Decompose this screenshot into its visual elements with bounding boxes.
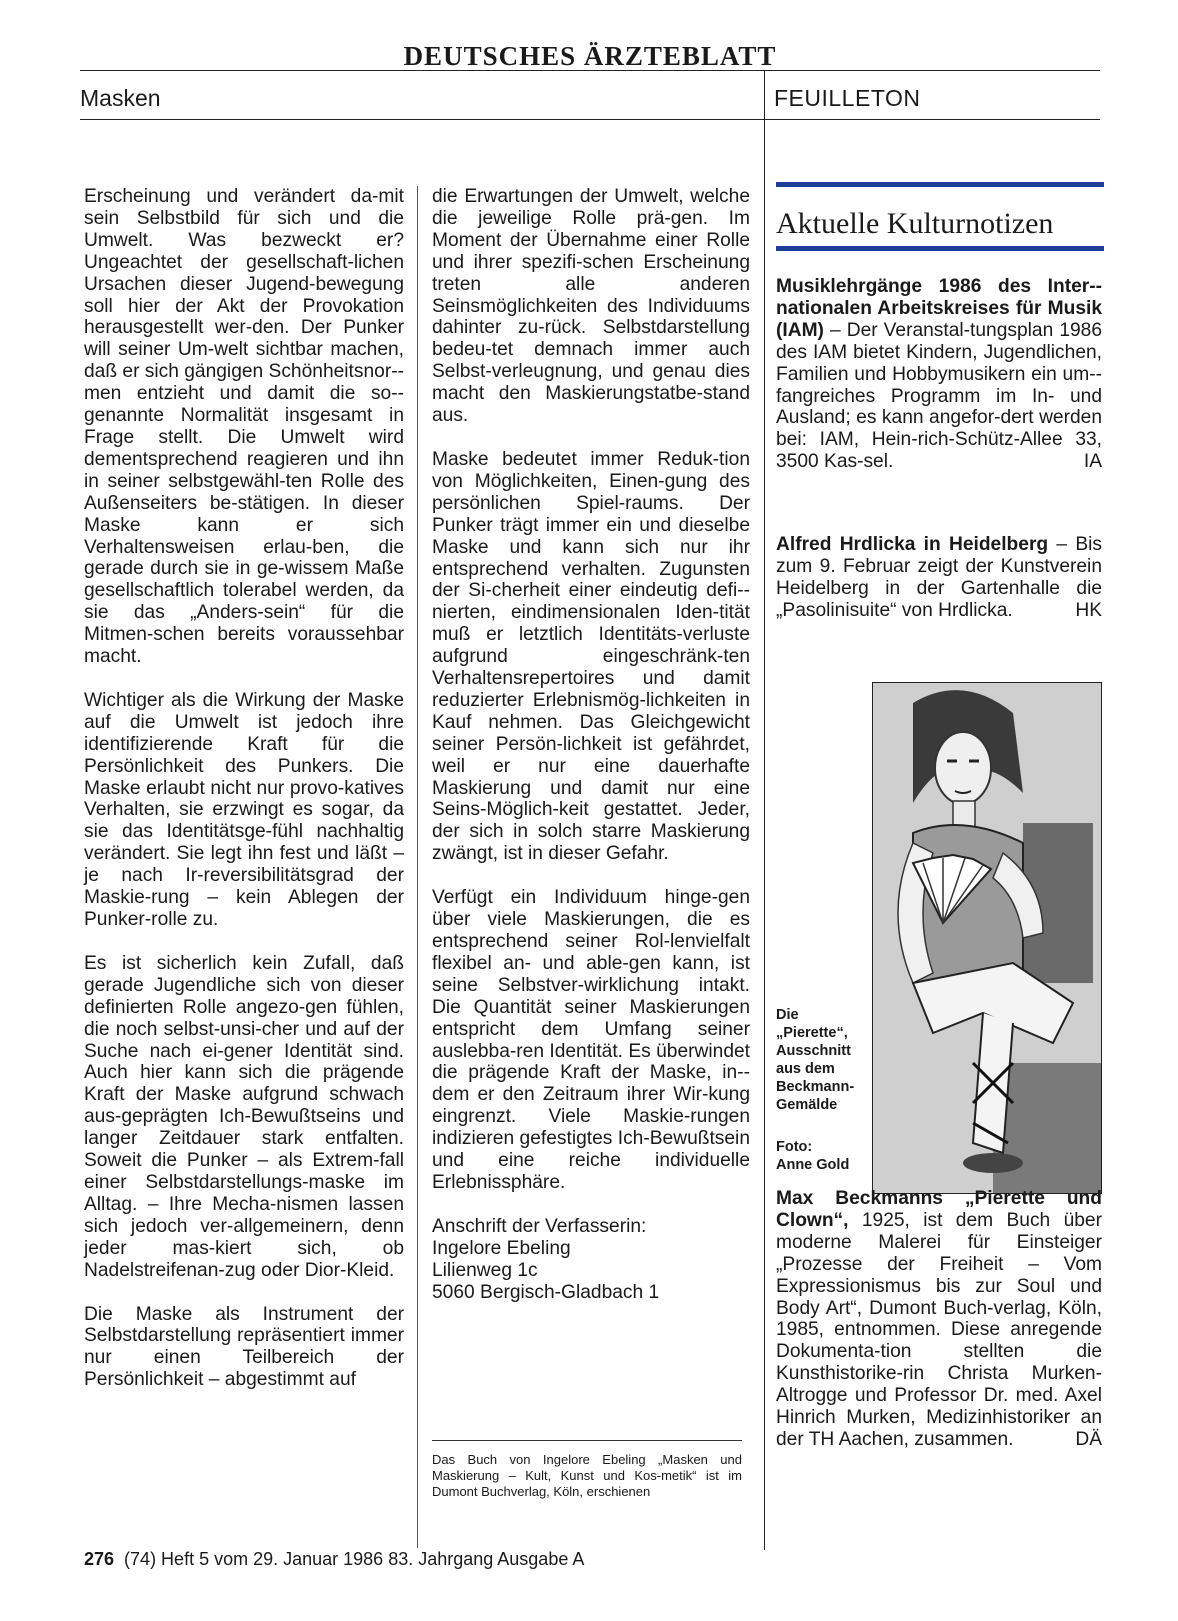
notice-hrdlicka	[776, 534, 1102, 622]
article-column-1	[84, 186, 404, 1413]
caption-line: Gemälde	[776, 1097, 838, 1113]
address-line: Anschrift der Verfasserin:	[432, 1215, 647, 1237]
notice-body: 1925, ist dem Buch über moderne Malerei für Einsteiger „Prozesse der Freiheit – Vom Expressionismus bis zur Soul und Body Art“, Dumont Buch-verlag, Köln, 1985, entnommen. Diese anregende Dokumenta-tion stellten die Kunsthistorike-rin Christa Murken-Altrogge und Professor Dr. med. Axel Hinrich Murken, Medizinhistoriker an der TH Aachen, zusammen.	[776, 1209, 1102, 1450]
paragraph: Verfügt ein Individuum hinge-gen über viele Maskierungen, die es entsprechend seiner Rol-lenvielfalt flexibel an- und able-gen kann, ist seine Selbstver-wirklichung intakt. Die Quantität seiner Maskierungen entspricht dem Umfang seiner auslebba-ren Identität. Es überwindet die prägende Kraft der Maske, in-dem er den Zeitraum ihrer Wir-kung eingrenzt. Viele Maskie-rungen indizieren gefestigtes Ich-Bewußtsein und eine reiche individuelle Erlebnissphäre.	[432, 887, 750, 1193]
picture-caption	[776, 1006, 866, 1114]
section-label-left: Masken	[80, 85, 161, 111]
notice-heading: Musiklehrgänge 1986 des Inter-nationalen Arbeitskreises für Musik (IAM)	[776, 276, 1102, 341]
caption-line: Die	[776, 1007, 799, 1023]
masthead: DEUTSCHES ÄRZTEBLATT	[403, 41, 777, 71]
column-divider	[417, 186, 418, 1548]
sidebar-divider	[764, 170, 765, 1550]
address-line: Ingelore Ebeling	[432, 1237, 571, 1259]
accent-bar-top	[776, 182, 1104, 187]
photo-credit	[776, 1138, 866, 1174]
author-address	[432, 1216, 750, 1304]
notice-heading: Alfred Hrdlicka in Heidelberg	[776, 534, 1049, 555]
notice-signature: HK	[1075, 599, 1102, 621]
header-rule-top	[80, 70, 1100, 71]
notice-body: – Bis zum 9. Februar zeigt der Kunstverein Heidelberg in der Gartenhalle die „Pasolinisuite“ von Hrdlicka.	[776, 534, 1102, 621]
accent-bar-bottom	[776, 246, 1104, 251]
page-footer	[84, 1548, 584, 1570]
credit-line: Anne Gold	[776, 1157, 850, 1173]
paragraph: die Erwartungen der Umwelt, welche die jeweilige Rolle prä-gen. Im Moment der Übernahme einer Rolle und ihrer spezifi-schen Erscheinung treten alle anderen Seinsmöglichkeiten des Individuums dahinter zu-rück. Selbstdarstellung bedeu-tet demnach immer auch Selbst-verleugnung, und genau dies macht den Maskierungstatbe-stand aus.	[432, 186, 750, 427]
notice-iam	[776, 276, 1102, 473]
notice-signature: DÄ	[1075, 1428, 1102, 1450]
painting-icon	[873, 683, 1101, 1193]
notice-signature: IA	[1083, 451, 1102, 473]
book-note: Das Buch von Ingelore Ebeling „Masken und Maskierung – Kult, Kunst und Kos-metik“ ist im Dumont Buchverlag, Köln, erschienen	[432, 1452, 742, 1499]
sidebar-title: Aktuelle Kulturnotizen	[776, 207, 1054, 240]
article-column-2	[432, 186, 750, 1304]
notice-heading: Max Beckmanns „Pierette und Clown“,	[776, 1188, 1102, 1231]
caption-line: Ausschnitt	[776, 1043, 851, 1059]
paragraph: Maske bedeutet immer Reduk-tion von Möglichkeiten, Einen-gung des persönlichen Spiel-raums. Der Punker trägt immer ein und dieselbe Maske und kann sich nur ihr entsprechend verhalten. Zugunsten der Si-cherheit einer eindeutig defi-nierten, eindimensionalen Iden-tität muß er letztlich Identitäts-verluste aufgrund eingeschränk-ten Verhaltensrepertoires und damit reduzierter Erlebnismög-lichkeiten in Kauf nehmen. Das Gleichgewicht seiner Persön-lichkeit ist gefährdet, weil er nur eine dauerhafte Maskierung und damit nur eine Seins-Möglich-keit gestattet. Jeder, der sich in solch starre Maskierung zwängt, ist in dieser Gefahr.	[432, 448, 750, 865]
paragraph: Wichtiger als die Wirkung der Maske auf die Umwelt ist jedoch ihre identifizierende Kraft für die Persönlichkeit des Punkers. Die Maske erlaubt nicht nur provo-katives Verhalten, sie erzwingt es sogar, da sie das Identitätsge-fühl nachhaltig verändert. Sie legt ihn fest und läßt – je nach Ir-reversibilitätsgrad der Maskie-rung – kein Ablegen der Punker-rolle zu.	[84, 689, 404, 930]
header-rule-bottom	[80, 119, 1100, 120]
caption-line: „Pierette“,	[776, 1025, 848, 1041]
caption-line: aus dem	[776, 1061, 835, 1077]
paragraph: Es ist sicherlich kein Zufall, daß gerade Jugendliche sich von dieser definierten Rolle angezo-gen fühlen, die noch selbst-unsi-cher und auf der Suche nach ei-gener Identität sind. Auch hier kann sich die prägende Kraft der Maske aufgrund schwach aus-geprägten Ich-Bewußtseins und langer Zeitdauer stark entfalten. Soweit die Punker – als Extrem-fall einer Selbstdarstellungs-maske im Alltag. – Ihre Mecha-nismen lassen sich jedoch ver-allgemeinern, denn jeder mas-kiert sich, ob Nadelstreifenan-zug oder Dior-Kleid.	[84, 952, 404, 1281]
caption-line: Beckmann-	[776, 1079, 855, 1095]
notice-beckmann	[776, 1188, 1102, 1451]
page-number: 276	[84, 1549, 115, 1569]
credit-line: Foto:	[776, 1139, 813, 1155]
pierette-painting-image	[872, 682, 1102, 1194]
address-line: 5060 Bergisch-Gladbach 1	[432, 1281, 660, 1303]
address-line: Lilienweg 1c	[432, 1259, 538, 1281]
notice-body: – Der Veranstal-tungsplan 1986 des IAM bietet Kindern, Jugendlichen, Familien und Hobbymusikern ein um-fangreiches Programm im In- und Ausland; es kann angefor-dert werden bei: IAM, Hein-rich-Schütz-Allee 33, 3500 Kas-sel.	[776, 319, 1102, 473]
paragraph: Erscheinung und verändert da-mit sein Selbstbild für sich und die Umwelt. Was bezweckt er? Ungeachtet der gesellschaft-lichen Ursachen dieser Jugend-bewegung soll hier der Akt der Provokation herausgestellt wer-den. Der Punker will seiner Um-welt sichtbar machen, daß er sich gängigen Schönheitsnor-men entzieht und damit die so-genannte Normalität insgesamt in Frage stellt. Die Umwelt wird dementsprechend reagieren und ihn in seiner selbstgewähl-ten Rolle des Außenseiters be-stätigen. In dieser Maske kann er sich Verhaltensweisen erlau-ben, die gerade durch sie in ge-wissem Maße gesellschaftlich tolerabel werden, da sie das „Anders-sein“ für die Mitmen-schen bereits voraussehbar macht.	[84, 186, 404, 668]
section-label-right: FEUILLETON	[774, 85, 921, 111]
paragraph: Die Maske als Instrument der Selbstdarstellung repräsentiert immer nur einen Teilbereich der Persönlichkeit – abgestimmt auf	[84, 1303, 404, 1391]
column-divider-header	[764, 70, 765, 170]
issue-info: (74) Heft 5 vom 29. Januar 1986 83. Jahrgang Ausgabe A	[124, 1549, 585, 1569]
book-note-rule	[432, 1440, 742, 1441]
